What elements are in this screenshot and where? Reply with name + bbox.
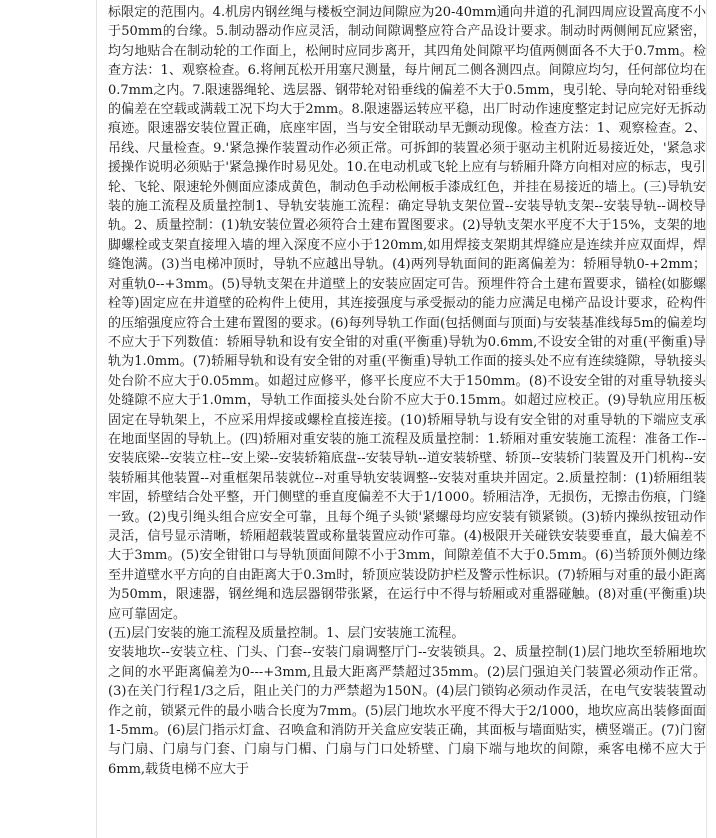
body-paragraph-section-five-body: 安装地坎--安装立柱、门头、门套--安装门扇调整厅门--安装锁具。2、质量控制(1)层门地坎至轿厢地坎之间的水平距离偏差为0---+3mm,且最大距离严禁超过35mm。(2)层门强迫关门装置必须动作正常。(3)在关门行程1/3之后，阻止关门的力严禁超为150N。(4)层门锁钩必须动作灵活，在电气安装装置动作之前，锁紧元件的最小啮合长度为7mm。(5)层门地坎水平度不得大于2/1000，地坎应高出装修面面1-5mm。(6)层门指示灯盒、召唤盒和消防开关盒应安装正确，其面板与墙面贴实，横竖端正。(7)门窗与门扇、门扇与门套、门扇与门楣、门扇与门口处轿壁、门扇下端与地坎的间隙，乘客电梯不应大于6mm,载货电梯不应大于 bbox=[108, 645, 706, 777]
page-left-border bbox=[96, 0, 97, 838]
page-right-border bbox=[706, 0, 707, 838]
document-body bbox=[108, 3, 706, 779]
body-paragraph-main: 标限定的范围内。4.机房内钢丝绳与楼板空洞边间隙应为20-40mm通向井道的孔洞四周应设置高度不小于50mm的台缘。5.制动器动作应灵活，制动间隙调整应符合产品设计要求。制动时两侧闸瓦应紧密，均匀地贴合在制动轮的工作面上，松闸时应同步离开，其四角处间隙平均值两侧面各不大于0.7mm。检查方法：1、观察检查。6.将闸瓦松开用塞尺测量，每片闸瓦二侧各测四点。间隙应均匀，任何部位均在0.7mm之内。7.限速器绳轮、选层器、钢带轮对铅垂线的偏差不大于0.5mm，曳引轮、导向轮对铅垂线的偏差在空载或满载工况下均大于2mm。8.限速器运转应平稳，出厂时动作速度整定封记应完好无拆动痕迹。限速器安装位置正确，底座牢固，当与安全钳联动早无颤动现像。检查方法：1、观察检查。2、吊线、尺量检查。9.'紧急操作装置动作必须正常。可拆卸的装置必须于驱动主机附近易接近处，'紧急求援操作说明必须贴于'紧急操作时易见处。10.在电动机或飞轮上应有与轿厢升降方向相对应的标志，曳引轮、飞轮、限速轮外侧面应漆成黄色，制动色手动松闸板手漆成红色，并挂在易接近的墙上。(三)导轨安装的施工流程及质量控制1、导轨安装施工流程：确定导轨支架位置--安装导轨支架--安装导轨--调校导轨。2、质量控制：(1)轨安装位置必须符合土建布置图要求。(2)导轨支架水平度不大于15%，支架的地脚螺栓或支架直接埋入墙的埋入深度不应小于120mm,如用焊接支架期其焊缝应是连续并应双面焊，焊缝饱满。(3)当电梯冲顶时，导轨不应越出导轨。(4)两列导轨面间的距离偏差为：轿厢导轨0-+2mm；对重轨0--+3mm。(5)导轨支架在井道壁上的安装应固定可告。预埋件符合土建布置要求，锚栓(如膨螺栓等)固定应在井道壁的砼构件上使用，其连接强度与承受振动的能力应满足电梯产品设计要求，砼构件的压缩强度应符合土建布置图的要求。(6)每列导轨工作面(包括侧面与顶面)与安装基准线每5m的偏差均不应大于下列数值：轿厢导轨和设有安全钳的对重(平衡重)导轨为0.6mm,不设安全钳的对重(平衡重)导轨为1.0mm。(7)轿厢导轨和设有安全钳的对重(平衡重)导轨工作面的接头处不应有连续缝隙，导轨接头处台阶不应大于0.05mm。如超过应修平，修平长度应不大于150mm。(8)不设安全钳的对重导轨接头处缝隙不应大于1.0mm，导轨工作面接头处台阶不应大于0.15mm。如超过应校正。(9)导轨应用压板固定在导轨架上，不应采用焊接或螺栓直接连接。(10)轿厢导轨与设有安全钳的对重导轨的下端应支承在地面坚固的导轨上。(四)轿厢对重安装的施工流程及质量控制：1.轿厢对重安装施工流程：准备工作--安装底梁--安装立柱--安上梁--安装轿箱底盘--安装导轨--道安装轿壁、轿顶--安装轿门装置及开门机构--安装轿厢其他装置--对重框架吊装就位--对重导轨安装调整--安装对重块并固定。2.质量控制：(1)轿厢组装牢固，轿壁结合处平整，开门侧壁的垂直度偏差不大于1/1000。轿厢洁净，无损伤，无擦击伤痕，门缝一致。(2)曳引绳头组合应安全可靠，且每个绳子头锁'紧螺母均应安装有锁紧锁。(3)轿内操纵按钮动作灵活，信号显示清晰，轿厢超载装置或称量装置应动作可靠。(4)极限开关碰铁安装要垂直，最大偏差不大于3mm。(5)安全钳钳口与导轨顶面间隙不小于3mm，间隙差值不大于0.5mm。(6)当轿顶外侧边缘至井道壁水平方向的自由距离大于0.3m时，轿顶应装设防护栏及警示性标识。(7)轿厢与对重的最小距离为50mm，限速器，钢丝绳和选层器钢带张紧，在运行中不得与轿厢或对重器碰触。(8)对重(平衡重)块应可靠固定。 bbox=[108, 5, 706, 622]
body-paragraph-section-five-heading: (五)层门安装的施工流程及质量控制。1、层门安装施工流程。 bbox=[108, 626, 465, 641]
